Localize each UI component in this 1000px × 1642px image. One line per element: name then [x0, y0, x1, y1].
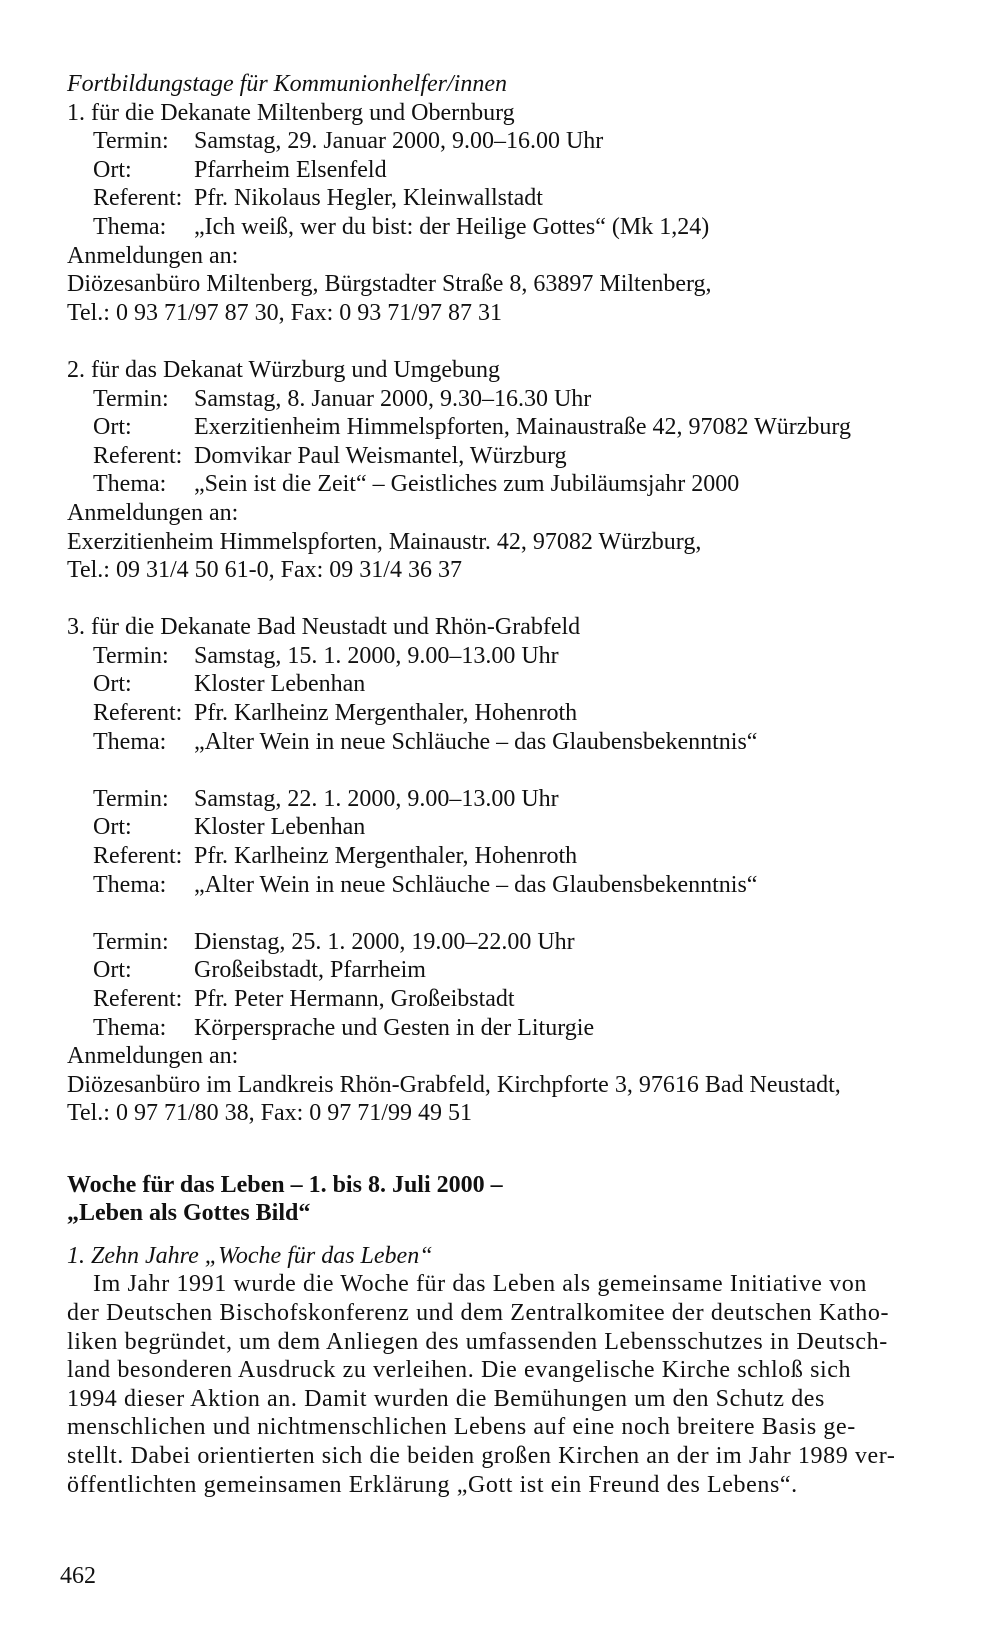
anmeldung-label: Anmeldungen an: [67, 1043, 239, 1070]
section-heading-woche-line1: Woche für das Leben – 1. bis 8. Juli 2000 – [67, 1171, 503, 1198]
event-entry [67, 642, 937, 756]
thema-label: Thema: [93, 1014, 167, 1041]
spacer [67, 585, 937, 614]
paragraph-line: Im Jahr 1991 wurde die Woche für das Leben als gemeinsame Initiative von [93, 1271, 867, 1298]
group-title: 3. für die Dekanate Bad Neustadt und Rhön-Grabfeld [67, 614, 581, 641]
group-3 [67, 613, 937, 1128]
referent-label: Referent: [93, 986, 183, 1012]
spacer [67, 899, 937, 928]
anmeldung-label: Anmeldungen an: [67, 499, 239, 526]
ort-value: Kloster Lebenhan [194, 814, 366, 841]
thema-value: „Alter Wein in neue Schläuche – das Glaubensbekenntnis“ [194, 871, 758, 898]
ort-value: Kloster Lebenhan [194, 671, 366, 698]
termin-label: Termin: [93, 128, 169, 155]
event-entry [67, 127, 937, 241]
thema-label: Thema: [93, 213, 167, 240]
body-paragraph [67, 1270, 937, 1499]
referent-row [67, 442, 937, 471]
spacer [67, 1228, 937, 1242]
termin-value: Samstag, 8. Januar 2000, 9.30–16.30 Uhr [194, 385, 592, 412]
anmeldung-label: Anmeldungen an: [67, 242, 239, 269]
referent-value: Pfr. Karlheinz Mergenthaler, Hohenroth [194, 843, 578, 870]
thema-label: Thema: [93, 728, 167, 755]
group-1 [67, 99, 937, 328]
termin-value: Dienstag, 25. 1. 2000, 19.00–22.00 Uhr [194, 928, 575, 955]
thema-row [67, 213, 937, 242]
termin-row [67, 127, 937, 156]
referent-row [67, 985, 937, 1014]
event-entry [67, 928, 937, 1042]
referent-row [67, 842, 937, 871]
referent-label: Referent: [93, 442, 183, 469]
termin-value: Samstag, 29. Januar 2000, 9.00–16.00 Uhr [194, 128, 604, 155]
ort-row [67, 956, 937, 985]
spacer [67, 756, 937, 785]
section-woche [67, 1171, 937, 1500]
ort-label: Ort: [93, 671, 132, 698]
event-entry [67, 385, 937, 499]
anmeldung-address: Exerzitienheim Himmelspforten, Mainaustr. 42, 97082 Würzburg, [67, 528, 702, 555]
termin-label: Termin: [93, 642, 169, 669]
page-number: 462 [60, 1563, 96, 1589]
spacer [67, 1157, 937, 1171]
anmeldung-address: Diözesanbüro Miltenberg, Bürgstadter Straße 8, 63897 Miltenberg, [67, 271, 712, 298]
thema-value: Körpersprache und Gesten in der Liturgie [194, 1014, 595, 1041]
referent-label: Referent: [93, 843, 183, 870]
spacer [67, 327, 937, 356]
ort-label: Ort: [93, 414, 132, 441]
termin-row [67, 785, 937, 814]
referent-label: Referent: [93, 185, 183, 212]
section-heading-woche-line2: „Leben als Gottes Bild“ [67, 1200, 311, 1227]
group-2 [67, 356, 937, 585]
referent-value: Pfr. Nikolaus Hegler, Kleinwallstadt [194, 185, 543, 212]
paragraph-line: menschlichen und nichtmenschlichen Lebens auf eine noch breitere Basis ge- [67, 1414, 856, 1441]
group-title: 1. für die Dekanate Miltenberg und Obernburg [67, 99, 515, 126]
paragraph-line: land besonderen Ausdruck zu verleihen. Die evangelische Kirche schloß sich [67, 1357, 852, 1384]
termin-label: Termin: [93, 785, 169, 812]
referent-value: Domvikar Paul Weismantel, Würzburg [194, 442, 567, 469]
thema-label: Thema: [93, 871, 167, 898]
referent-row [67, 184, 937, 213]
document-page [67, 70, 937, 1499]
ort-value: Großeibstadt, Pfarrheim [194, 957, 426, 984]
ort-row [67, 413, 937, 442]
anmeldung-tel: Tel.: 09 31/4 50 61-0, Fax: 09 31/4 36 37 [67, 557, 462, 584]
paragraph-line: öffentlichten gemeinsamen Erklärung „Gott ist ein Freund des Lebens“. [67, 1471, 798, 1498]
anmeldung-tel: Tel.: 0 93 71/97 87 30, Fax: 0 93 71/97 87 31 [67, 299, 502, 326]
paragraph-line: liken begründet, um dem Anliegen des umfassenden Lebensschutzes in Deutsch- [67, 1328, 888, 1355]
ort-row [67, 670, 937, 699]
event-entry [67, 785, 937, 899]
ort-label: Ort: [93, 156, 132, 183]
spacer [67, 1128, 937, 1157]
termin-value: Samstag, 15. 1. 2000, 9.00–13.00 Uhr [194, 642, 559, 669]
termin-row [67, 928, 937, 957]
thema-value: „Sein ist die Zeit“ – Geistliches zum Jubiläumsjahr 2000 [194, 471, 740, 498]
anmeldung-tel: Tel.: 0 97 71/80 38, Fax: 0 97 71/99 49 51 [67, 1100, 472, 1127]
termin-value: Samstag, 22. 1. 2000, 9.00–13.00 Uhr [194, 785, 559, 812]
thema-row [67, 728, 937, 757]
group-title: 2. für das Dekanat Würzburg und Umgebung [67, 356, 501, 383]
thema-value: „Alter Wein in neue Schläuche – das Glaubensbekenntnis“ [194, 728, 758, 755]
referent-row [67, 699, 937, 728]
thema-label: Thema: [93, 471, 167, 498]
termin-row [67, 642, 937, 671]
termin-label: Termin: [93, 385, 169, 412]
thema-value: „Ich weiß, wer du bist: der Heilige Gottes“ (Mk 1,24) [194, 213, 710, 240]
ort-row [67, 813, 937, 842]
ort-label: Ort: [93, 957, 132, 984]
paragraph-line: der Deutschen Bischofskonferenz und dem Zentralkomitee der deutschen Katho- [67, 1299, 890, 1326]
paragraph-line: stellt. Dabei orientierten sich die beiden großen Kirchen an der im Jahr 1989 ver- [67, 1442, 896, 1469]
ort-value: Pfarrheim Elsenfeld [194, 156, 387, 183]
ort-row [67, 156, 937, 185]
thema-row [67, 871, 937, 900]
thema-row [67, 1014, 937, 1043]
ort-value: Exerzitienheim Himmelspforten, Mainaustraße 42, 97082 Würzburg [194, 414, 851, 441]
referent-value: Pfr. Peter Hermann, Großeibstadt [194, 986, 515, 1012]
termin-row [67, 385, 937, 414]
section-heading-fortbildung: Fortbildungstage für Kommunionhelfer/innen [67, 71, 507, 97]
thema-row [67, 470, 937, 499]
anmeldung-address: Diözesanbüro im Landkreis Rhön-Grabfeld, Kirchpforte 3, 97616 Bad Neustadt, [67, 1071, 841, 1098]
referent-label: Referent: [93, 700, 183, 727]
referent-value: Pfr. Karlheinz Mergenthaler, Hohenroth [194, 700, 578, 727]
termin-label: Termin: [93, 928, 169, 955]
subheading: 1. Zehn Jahre „Woche für das Leben“ [67, 1242, 433, 1269]
ort-label: Ort: [93, 814, 132, 841]
paragraph-line: 1994 dieser Aktion an. Damit wurden die Bemühungen um den Schutz des [67, 1385, 825, 1412]
